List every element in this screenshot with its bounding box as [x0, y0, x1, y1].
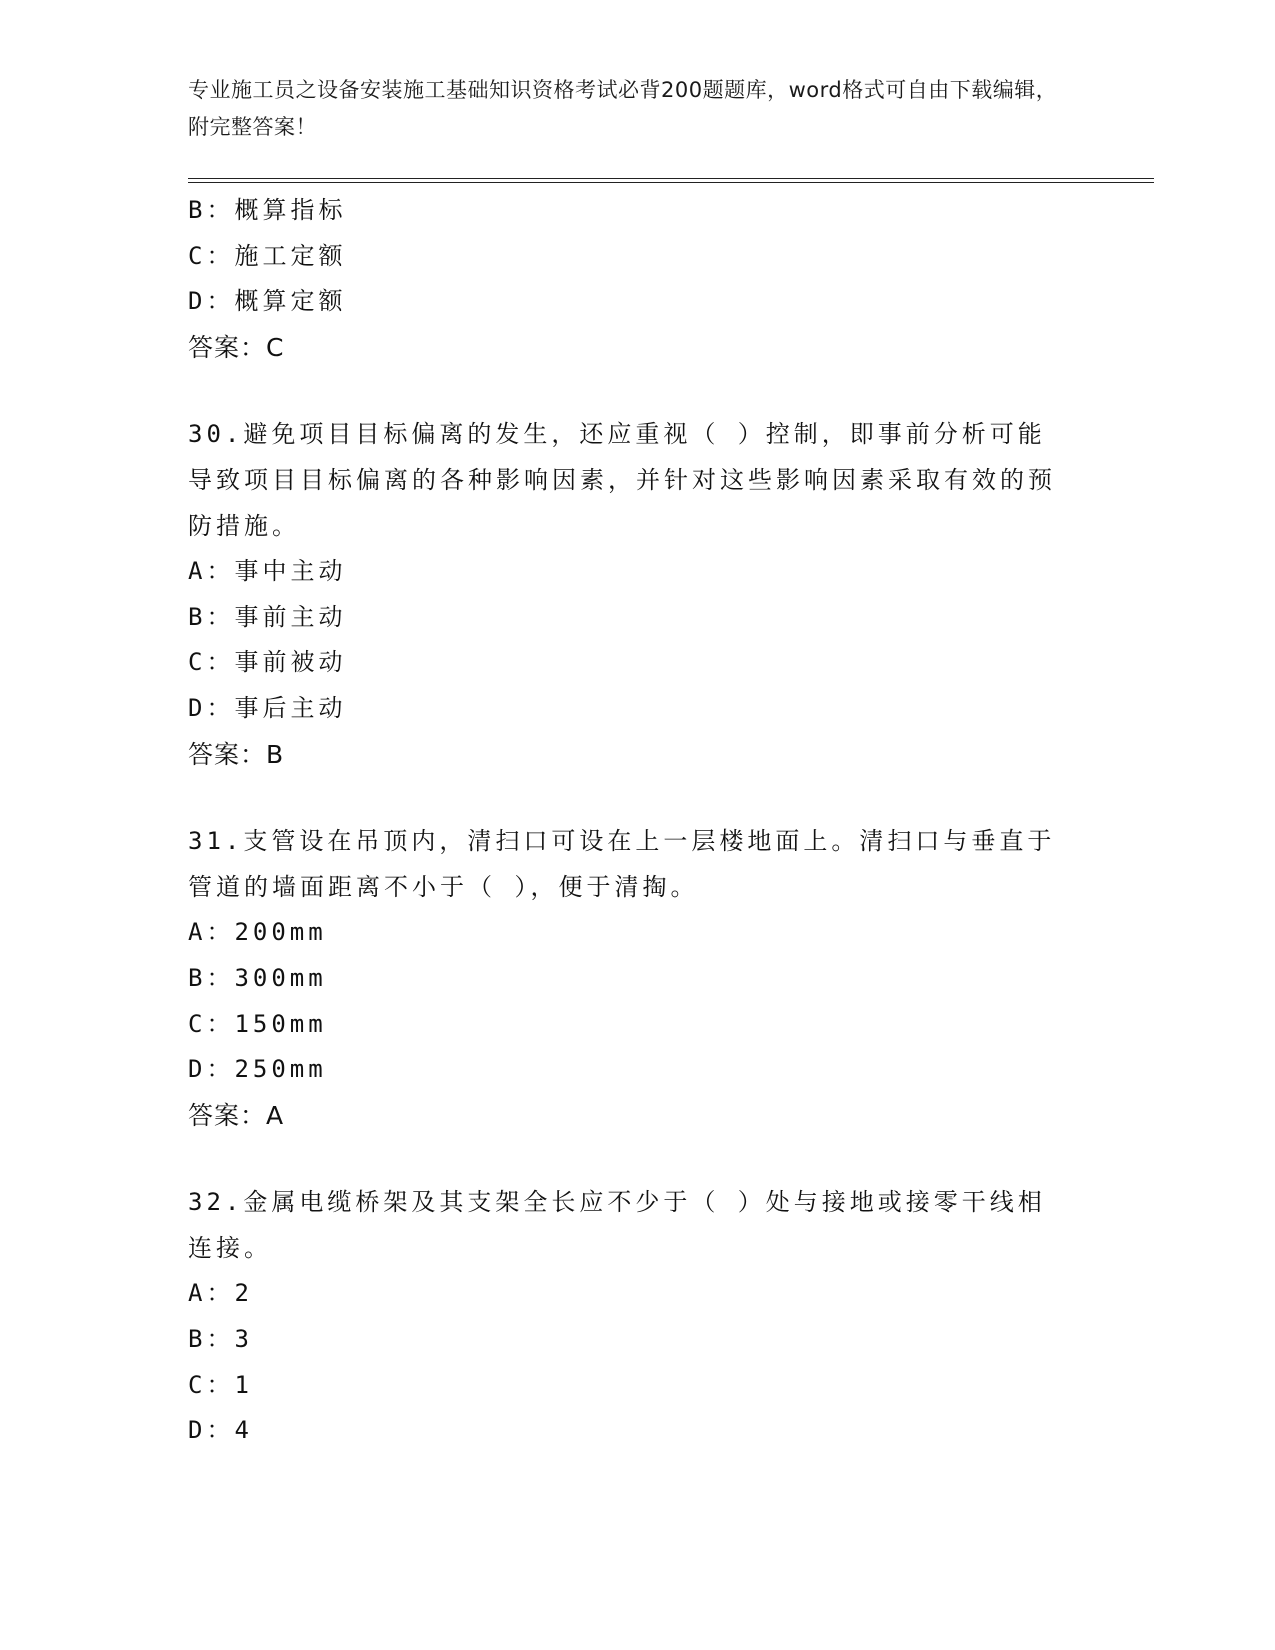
question-stem: 30.避免项目目标偏离的发生，还应重视（ ）控制，即事前分析可能导致项目目标偏离的各种影响因素，并针对这些影响因素采取有效的预防措施。: [188, 420, 1056, 540]
answer-line: 答案：A: [188, 1100, 285, 1130]
option-d: D：概算定额: [188, 287, 347, 316]
question-stem: 31.支管设在吊顶内，清扫口可设在上一层楼地面上。清扫口与垂直于管道的墙面距离不小于（ ），便于清掏。: [188, 827, 1056, 901]
document-header: 专业施工员之设备安装施工基础知识资格考试必背200题题库，word格式可自由下载编辑，附完整答案！: [188, 78, 1058, 139]
option-b: B：事前主动: [188, 602, 347, 631]
question-31: [188, 819, 1088, 1138]
question-stem: 32.金属电缆桥架及其支架全长应不少于（ ）处与接地或接零干线相连接。: [188, 1188, 1046, 1262]
option-d: D：事后主动: [188, 693, 347, 722]
question-32: [188, 1180, 1088, 1454]
option-c: C：事前被动: [188, 648, 347, 677]
option-c: C：150mm: [188, 1009, 327, 1038]
question-30: [188, 412, 1088, 777]
header-divider-second: [188, 182, 1154, 183]
option-b: B：300mm: [188, 963, 327, 992]
previous-question-tail: [188, 188, 1088, 370]
option-c: C：1: [188, 1370, 253, 1399]
option-a: A：200mm: [188, 918, 327, 947]
option-d: D：250mm: [188, 1055, 327, 1084]
option-a: A：事中主动: [188, 557, 347, 586]
header-divider: [188, 178, 1154, 179]
question-content: [188, 188, 1088, 1454]
option-b: B：概算指标: [188, 196, 347, 224]
answer-line: 答案：B: [188, 739, 285, 769]
option-b: B：3: [188, 1325, 253, 1354]
option-c: C：施工定额: [188, 241, 347, 270]
option-a: A：2: [188, 1279, 253, 1308]
option-d: D：4: [188, 1416, 253, 1445]
answer-line: 答案：C: [188, 332, 285, 362]
